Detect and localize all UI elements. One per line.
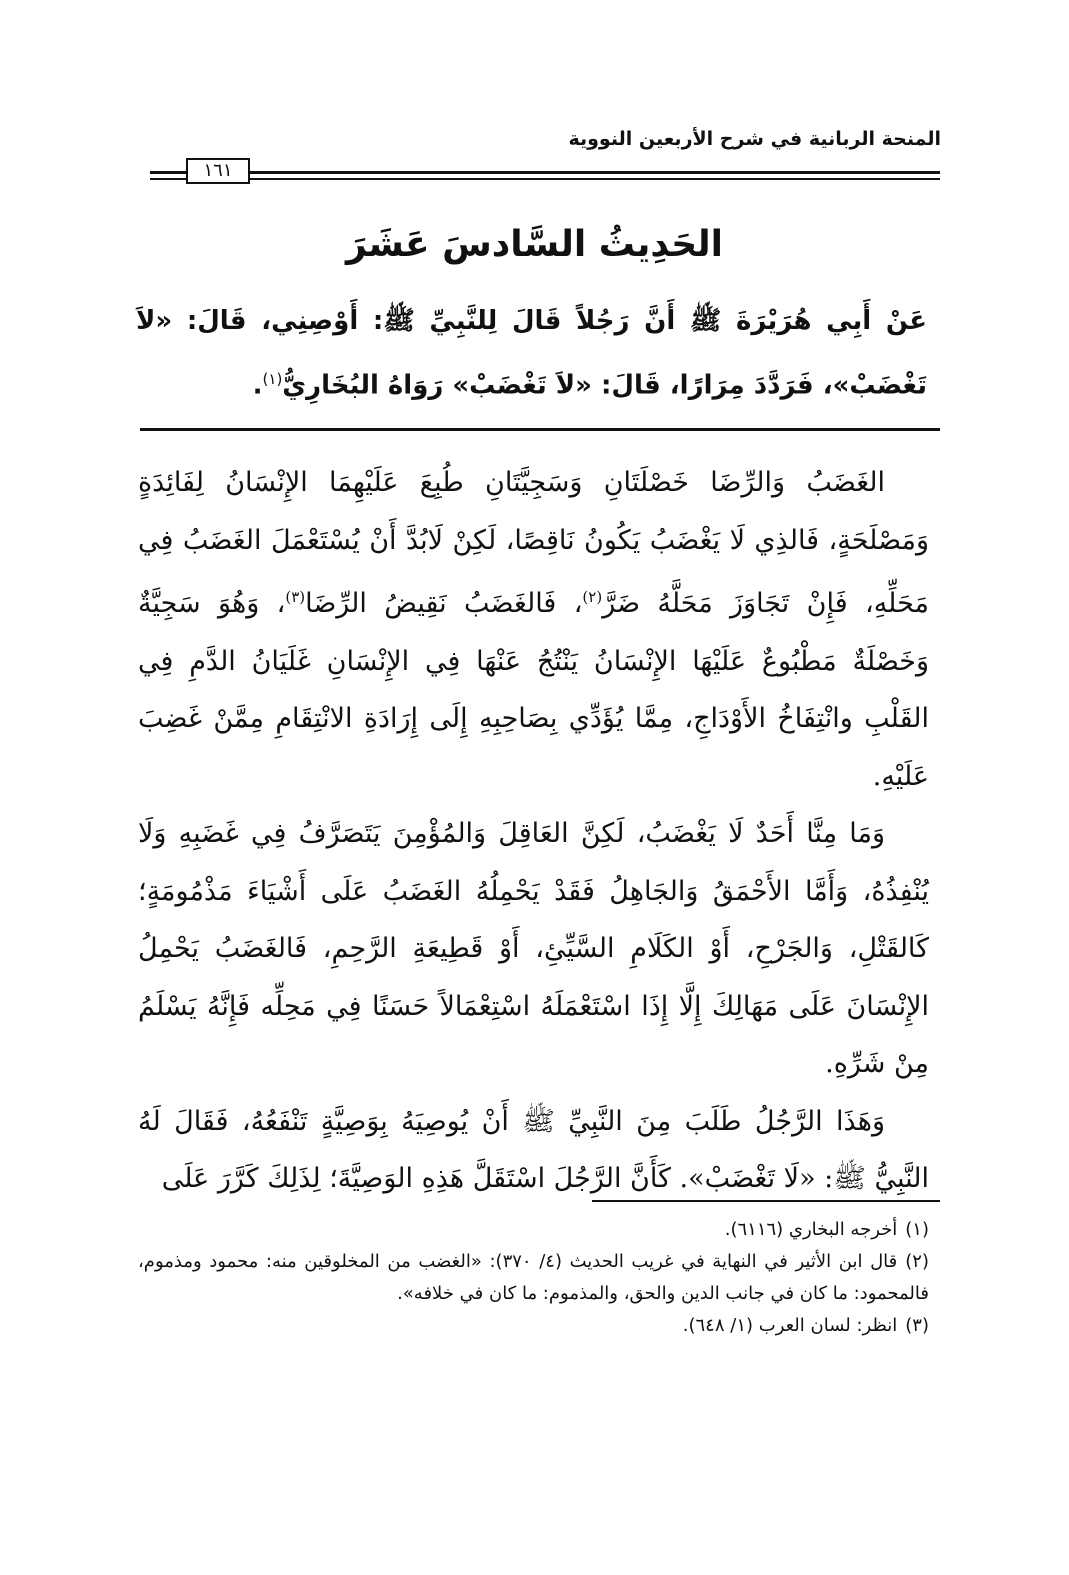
footnote-1 — [138, 1214, 929, 1246]
paragraph-1-part-c: ، وَهُوَ سَجِيَّةٌ وَخَصْلَةٌ مَطْبُوعٌ عَلَيْهَا الإِنْسَانُ يَنْتُجُ عَنْهَا فِي الإِنْسَانِ غَلَيَانُ الدَّمِ فِي القَلْبِ وانْتِفَاخُ الأَوْدَاجِ، مِمَّا يُؤَدِّي بِصَاحِبِهِ إِلَى إِرَادَةِ الانْتِقَامِ مِمَّنْ غَضِبَ عَلَيْهِ. — [138, 588, 929, 792]
paragraph-2: وَمَا مِنَّا أَحَدٌ لَا يَغْضَبُ، لَكِنَّ العَاقِلَ وَالمُؤْمِنَ يَتَصَرَّفُ فِي غَضَبِهِ وَلَا يُنْفِذُهُ، وَأَمَّا الأَحْمَقُ وَالجَاهِلُ فَقَدْ يَحْمِلُهُ الغَضَبُ عَلَى أَشْيَاءَ مَذْمُومَةٍ؛ كَالقَتْلِ، وَالجَرْحِ، أَوْ الكَلَامِ السَّيِّئِ، أَوْ قَطِيعَةِ الرَّحِمِ، فَالغَضَبُ يَحْمِلُ الإِنْسَانَ عَلَى مَهَالِكَ إِلَّا إِذَا اسْتَعْمَلَهُ اسْتِعْمَالاً حَسَنًا فِي مَحِلِّه فَإِنَّهُ يَسْلَمُ مِنْ شَرِّهِ. — [138, 818, 929, 1079]
paragraph-1 — [138, 454, 929, 805]
footnote-ref-1[interactable]: (١) — [262, 370, 283, 388]
footnote-2 — [138, 1246, 929, 1310]
footnote-ref-2[interactable]: (٢) — [582, 588, 603, 606]
footnote-rule — [592, 1200, 940, 1202]
paragraph-3: وَهَذَا الرَّجُلُ طَلَبَ مِنَ النَّبِيِّ ﷺ أَنْ يُوصِيَهُ بِوَصِيَّةٍ تَنْفَعُهُ، فَقَالَ لَهُ النَّبِيُّ ﷺ: «لَا تَغْضَبْ». كَأَنَّ الرَّجُلَ اسْتَقَلَّ هَذِهِ الوَصِيَّةَ؛ لِذَلِكَ كَرَّرَ عَلَى — [138, 1105, 929, 1194]
paragraph-1-part-b: ، فَالغَضَبُ نَقِيضُ الرِّضَا — [305, 588, 583, 619]
commentary — [138, 454, 929, 1208]
footnote-text: أخرجه البخاري (٦١١٦). — [724, 1219, 898, 1240]
running-head: المنحة الربانية في شرح الأربعين النووية — [568, 128, 941, 150]
footnote-number: (١) — [905, 1219, 929, 1240]
header-rule-thick — [150, 171, 940, 174]
footnote-number: (٣) — [905, 1315, 929, 1336]
chapter-title: الحَدِيثُ السَّادسَ عَشَرَ — [345, 224, 724, 265]
footnote-3 — [138, 1310, 929, 1342]
header-rule — [150, 169, 940, 183]
footnote-number: (٢) — [905, 1251, 929, 1272]
footnotes — [138, 1214, 929, 1342]
hadith-body: عَنْ أَبِي هُرَيْرَةَ ﷺ أَنَّ رَجُلاً قَالَ لِلنَّبِيِّ ﷺ: أَوْصِنِي، قَالَ: «لاَ تَغْضَبْ»، فَرَدَّدَ مِرَارًا، قَالَ: «لاَ تَغْضَبْ» رَوَاهُ البُخَارِيُّ — [136, 306, 927, 401]
section-divider — [140, 428, 940, 431]
page-number: ١٦١ — [186, 158, 250, 184]
footnote-ref-3[interactable]: (٣) — [285, 588, 306, 606]
hadith-text: عَنْ أَبِي هُرَيْرَةَ ﷺ أَنَّ رَجُلاً قَالَ لِلنَّبِيِّ ﷺ: أَوْصِنِي، قَالَ: «لاَ تَغْضَبْ»، فَرَدَّدَ مِرَارًا، قَالَ: «لاَ تَغْضَبْ» رَوَاهُ البُخَارِيُّ$^{(١)}$. — [136, 306, 927, 401]
header-rule-thin — [150, 178, 940, 180]
footnote-text: قال ابن الأثير في النهاية في غريب الحديث (٤/ ٣٧٠): «الغضب من المخلوقين منه: محمود ومذموم، فالمحمود: ما كان في جانب الدين والحق، والمذموم: ما كان في خلافه». — [138, 1251, 929, 1304]
paragraph-1-part-a: الغَضَبُ وَالرِّضَا خَصْلَتَانِ وَسَجِيَّتَانِ طُبِعَ عَلَيْهِمَا الإِنْسَانُ لِفَائِدَةٍ وَمَصْلَحَةٍ، فَالذِي لَا يَغْضَبُ يَكُونُ نَاقِصًا، لَكِنْ لَابُدَّ أَنْ يُسْتَعْمَلَ الغَضَبُ فِي مَحَلِّهِ، فَإِنْ تَجَاوَزَ مَحَلَّهُ ضَرَّ — [138, 467, 930, 619]
footnote-text: انظر: لسان العرب (١/ ٦٤٨). — [682, 1315, 898, 1336]
